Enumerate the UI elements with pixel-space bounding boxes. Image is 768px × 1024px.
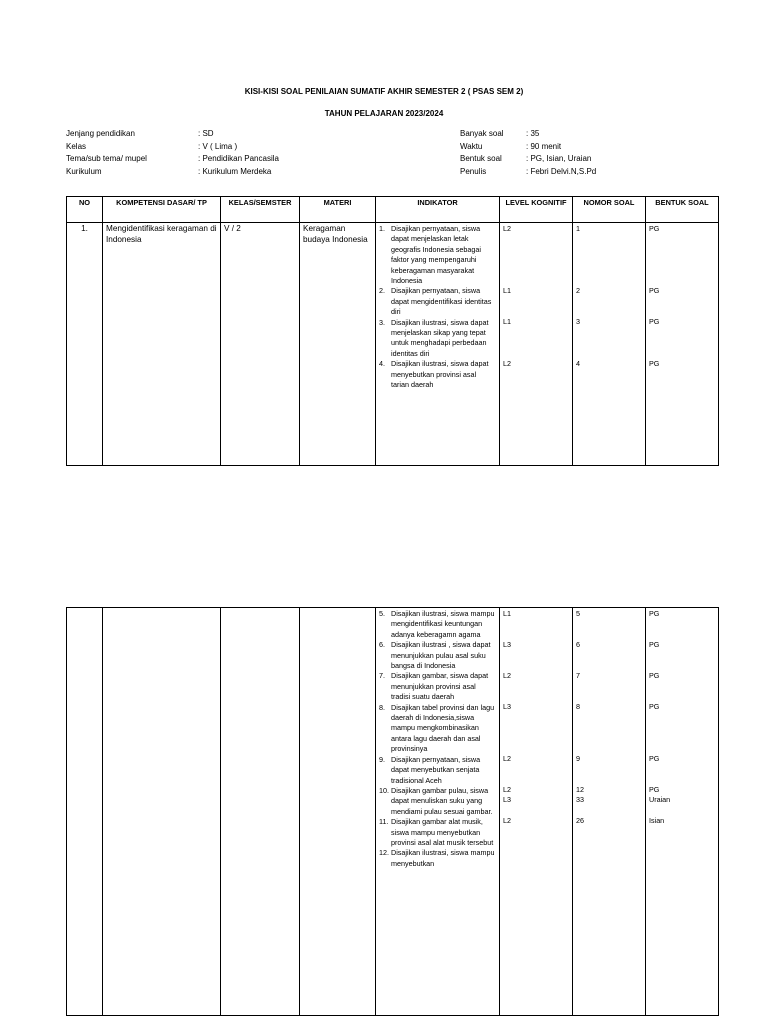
value-block (576, 609, 642, 640)
bentuk-value: PG (649, 702, 660, 711)
info-value: : Kurikulum Merdeka (198, 166, 272, 176)
value-block (649, 317, 715, 359)
kisi-table-page1 (66, 196, 719, 466)
info-row (460, 141, 596, 154)
table-row (67, 608, 719, 1016)
info-value: : PG, Isian, Uraian (526, 154, 592, 163)
info-row (66, 166, 279, 179)
value-block (503, 224, 569, 286)
indikator-text: Disajikan ilustrasi , siswa dapat menunjukkan pulau asal suku bangsa di Indonesia (391, 640, 491, 671)
indikator-text: Disajikan ilustrasi, siswa dapat menjelaskan sikap yang tepat untuk menghadapi perbedaan identitas diri (391, 317, 489, 358)
value-block (649, 359, 715, 390)
bentuk-value: PG (649, 671, 660, 680)
value-block (649, 286, 715, 317)
nomor-value: 9 (576, 754, 580, 763)
nomor-value: 1 (576, 224, 580, 233)
value-block (649, 847, 715, 868)
indikator-item (379, 671, 496, 702)
value-block (503, 702, 569, 754)
value-block (503, 847, 569, 868)
value-block (576, 286, 642, 317)
value-block (649, 754, 715, 785)
cell-level (500, 223, 573, 466)
indikator-number: 5. (379, 609, 385, 618)
info-value: : 35 (526, 129, 540, 138)
table-row (67, 223, 719, 466)
value-block (576, 785, 642, 816)
bentuk-value: PG (649, 640, 660, 649)
header-level: LEVEL KOGNITIF (500, 197, 573, 223)
indikator-number: 2. (379, 286, 385, 296)
nomor-value: 33 (576, 795, 584, 805)
indikator-number: 11. (379, 817, 389, 827)
cell-nomor (573, 223, 646, 466)
cell-kelas: V / 2 (221, 223, 300, 466)
value-block (576, 702, 642, 754)
indikator-text: Disajikan ilustrasi, siswa dapat menyebutkan provinsi asal tarian daerah (391, 359, 489, 390)
indikator-item (379, 224, 496, 286)
info-label: Banyak soal (460, 129, 504, 138)
cell-no (67, 608, 103, 1016)
info-right (460, 128, 596, 178)
info-label: Jenjang pendidikan (66, 129, 135, 138)
nomor-value: 12 (576, 785, 584, 794)
indikator-text: Disajikan gambar alat musik, siswa mampu menyebutkan provinsi asal alat musik tersebut (391, 817, 494, 847)
info-row (66, 141, 279, 154)
header-kompetensi: KOMPETENSI DASAR/ TP (103, 197, 221, 223)
bentuk-value: PG (649, 317, 660, 326)
info-value: : Febri Delvi.N,S.Pd (526, 166, 597, 176)
indikator-text: Disajikan pernyataan, siswa dapat menjelaskan letak geografis Indonesia sebagai faktor yang mempengaruhi keberagaman masyarakat Indonesia (391, 224, 481, 286)
value-block (576, 640, 642, 671)
cell-bentuk (646, 608, 719, 1016)
bentuk-value: PG (649, 785, 660, 794)
cell-materi (300, 608, 376, 1016)
indikator-text: Disajikan tabel provinsi dan lagu daerah di Indonesia,siswa mampu mengkombinasikan antara lagu daerah dan asal provinsinya (391, 702, 495, 754)
value-block (503, 317, 569, 359)
info-label: Kelas (66, 141, 87, 151)
indikator-number: 8. (379, 702, 385, 712)
indikator-number: 10. (379, 785, 389, 795)
bentuk-value: Isian (649, 816, 665, 825)
indikator-item (379, 286, 496, 317)
indikator-item (379, 817, 496, 848)
info-row (66, 128, 279, 141)
kisi-table-page2 (66, 607, 719, 1016)
indikator-number: 4. (379, 359, 385, 369)
level-value: L3 (503, 702, 511, 711)
level-value: L3 (503, 795, 511, 805)
indikator-item (379, 848, 496, 869)
level-value: L2 (503, 785, 511, 794)
nomor-value: 5 (576, 609, 580, 618)
info-value: : SD (198, 129, 214, 138)
info-row (460, 128, 596, 141)
cell-nomor (573, 608, 646, 1016)
indikator-number: 12. (379, 848, 389, 858)
value-block (576, 754, 642, 785)
indikator-number: 6. (379, 640, 385, 650)
indikator-number: 1. (379, 224, 385, 233)
indikator-item (379, 609, 496, 640)
cell-kompetensi (103, 608, 221, 1016)
level-value: L2 (503, 816, 511, 825)
indikator-text: Disajikan gambar, siswa dapat menunjukkan provinsi asal tradisi suatu daerah (391, 671, 489, 702)
value-block (576, 224, 642, 286)
level-value: L2 (503, 671, 511, 680)
level-value: L3 (503, 640, 511, 649)
header-bentuk: BENTUK SOAL (646, 197, 719, 223)
nomor-value: 3 (576, 317, 580, 326)
value-block (503, 640, 569, 671)
info-row (460, 153, 596, 166)
info-label: Tema/sub tema/ mupel (66, 154, 147, 163)
bentuk-value: Uraian (649, 795, 671, 805)
value-block (503, 671, 569, 702)
indikator-number: 7. (379, 671, 385, 681)
value-block (503, 785, 569, 816)
header-no: NO (67, 197, 103, 223)
level-value: L1 (503, 609, 511, 618)
header-materi: MATERI (300, 197, 376, 223)
cell-indikator (376, 608, 500, 1016)
info-label: Penulis (460, 166, 487, 176)
nomor-value: 7 (576, 671, 580, 680)
value-block (503, 286, 569, 317)
bentuk-value: PG (649, 359, 660, 368)
value-block (649, 785, 715, 816)
indikator-text: Disajikan ilustrasi, siswa mampu mengidentifikasi keuntungan adanya keberagamn agama (391, 609, 495, 639)
value-block (576, 671, 642, 702)
indikator-number: 9. (379, 754, 385, 764)
info-left (66, 128, 279, 178)
info-value: : V ( Lima ) (198, 141, 238, 151)
level-value: L2 (503, 359, 511, 368)
bentuk-value: PG (649, 609, 660, 618)
document-title: KISI-KISI SOAL PENILAIAN SUMATIF AKHIR SEMESTER 2 ( PSAS SEM 2) (244, 87, 524, 96)
indikator-number: 3. (379, 317, 385, 327)
indikator-item (379, 786, 496, 817)
value-block (649, 671, 715, 702)
nomor-value: 8 (576, 702, 580, 711)
value-block (503, 359, 569, 390)
value-block (649, 816, 715, 847)
indikator-item (379, 703, 496, 755)
cell-bentuk (646, 223, 719, 466)
info-label: Waktu (460, 141, 483, 151)
level-value: L2 (503, 224, 511, 233)
nomor-value: 4 (576, 359, 580, 368)
indikator-item (379, 755, 496, 786)
indikator-text: Disajikan gambar pulau, siswa dapat menuliskan suku yang mendiami pulau sesuai gambar. (391, 785, 493, 816)
bentuk-value: PG (649, 224, 660, 233)
info-value: : 90 menit (526, 141, 562, 151)
cell-no: 1. (67, 223, 103, 466)
nomor-value: 2 (576, 286, 580, 295)
info-value: : Pendidikan Pancasila (198, 154, 279, 163)
level-value: L1 (503, 317, 511, 326)
header-kelas: KELAS/SEMSTER (221, 197, 300, 223)
value-block (576, 847, 642, 868)
info-label: Bentuk soal (460, 154, 502, 163)
nomor-value: 26 (576, 816, 584, 825)
indikator-item (379, 318, 496, 360)
indikator-text: Disajikan pernyataan, siswa dapat menyebutkan senjata tradisional Aceh (391, 754, 481, 785)
indikator-text: Disajikan pernyataan, siswa dapat mengidentifikasi identitas diri (391, 286, 492, 317)
cell-materi: Keragaman budaya Indonesia (300, 223, 376, 466)
bentuk-value: PG (649, 286, 660, 295)
level-value: L1 (503, 286, 511, 295)
header-indikator: INDIKATOR (376, 197, 500, 223)
indikator-item (379, 359, 496, 390)
cell-kelas (221, 608, 300, 1016)
value-block (576, 317, 642, 359)
value-block (503, 816, 569, 847)
bentuk-value: PG (649, 754, 660, 763)
value-block (649, 702, 715, 754)
value-block (649, 640, 715, 671)
cell-indikator (376, 223, 500, 466)
indikator-text: Disajikan ilustrasi, siswa mampu menyebutkan (391, 848, 495, 868)
value-block (576, 359, 642, 390)
value-block (503, 754, 569, 785)
nomor-value: 6 (576, 640, 580, 649)
value-block (649, 224, 715, 286)
info-label: Kurikulum (66, 166, 102, 176)
header-nomor: NOMOR SOAL (573, 197, 646, 223)
info-row (66, 153, 279, 166)
value-block (576, 816, 642, 847)
info-row (460, 166, 596, 179)
cell-kompetensi: Mengidentifikasi keragaman di Indonesia (103, 223, 221, 466)
cell-level (500, 608, 573, 1016)
level-value: L2 (503, 754, 511, 763)
academic-year: TAHUN PELAJARAN 2023/2024 (324, 109, 444, 118)
table-header-row (67, 197, 719, 223)
indikator-item (379, 640, 496, 671)
value-block (503, 609, 569, 640)
value-block (649, 609, 715, 640)
